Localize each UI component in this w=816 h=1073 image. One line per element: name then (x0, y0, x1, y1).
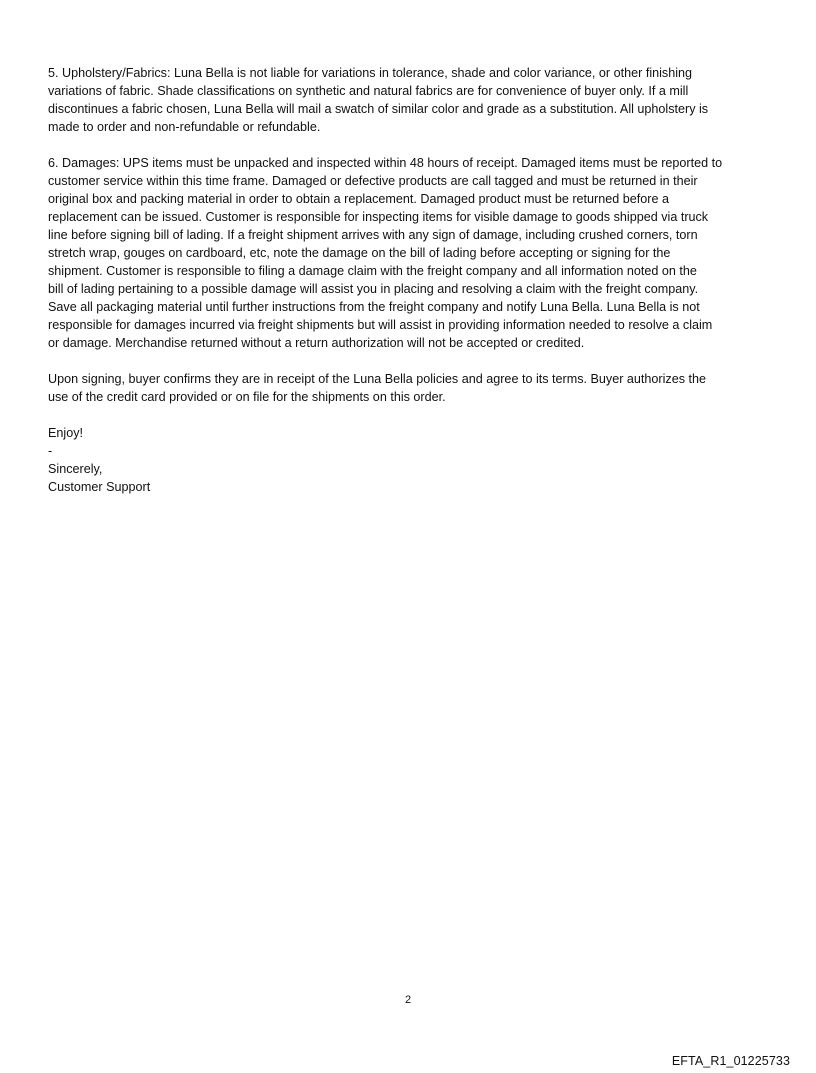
closing-signoff: Sincerely, (48, 462, 103, 476)
closing-block (48, 424, 770, 496)
closing-separator: - (48, 444, 53, 458)
document-body (48, 64, 770, 496)
damages-paragraph: 6. Damages: UPS items must be unpacked and inspected within 48 hours of receipt. Damaged items must be reported to customer service within this time frame. Damaged or defective products are call tagged and must be returned in their original box and packing material in order to obtain a replacement. Damaged product must be returned before a replacement can be issued. Customer is responsible for inspecting items for visible damage to goods shipped via truck line before signing bill of lading. If a freight shipment arrives with any sign of damage, including crushed corners, torn stretch wrap, gouges on cardboard, etc, note the damage on the bill of lading before accepting or signing for the shipment. Customer is responsible to filing a damage claim with the freight company and all information noted on the bill of lading pertaining to a possible damage will assist you in placing and resolving a claim with the freight company. Save all packaging material until further instructions from the freight company and notify Luna Bella. Luna Bella is not responsible for damages incurred via freight shipments but will assist in providing information needed to resolve a claim or damage. Merchandise returned without a return authorization will not be accepted or credited. (48, 156, 723, 350)
closing-signature: Customer Support (48, 480, 151, 494)
signing-terms-paragraph: Upon signing, buyer confirms they are in receipt of the Luna Bella policies and agree to its terms. Buyer authorizes the use of the credit card provided or on file for the shipments on this order. (48, 372, 707, 404)
page-number: 2 (404, 994, 412, 1006)
document-id: EFTA_R1_01225733 (671, 1054, 790, 1068)
closing-greeting: Enjoy! (48, 426, 84, 440)
upholstery-fabrics-paragraph: 5. Upholstery/Fabrics: Luna Bella is not liable for variations in tolerance, shade and color variance, or other finishing variations of fabric. Shade classifications on synthetic and natural fabrics are for convenience of buyer only. If a mill discontinues a fabric chosen, Luna Bella will mail a swatch of similar color and grade as a substitution. All upholstery is made to order and non-refundable or refundable. (48, 66, 709, 134)
